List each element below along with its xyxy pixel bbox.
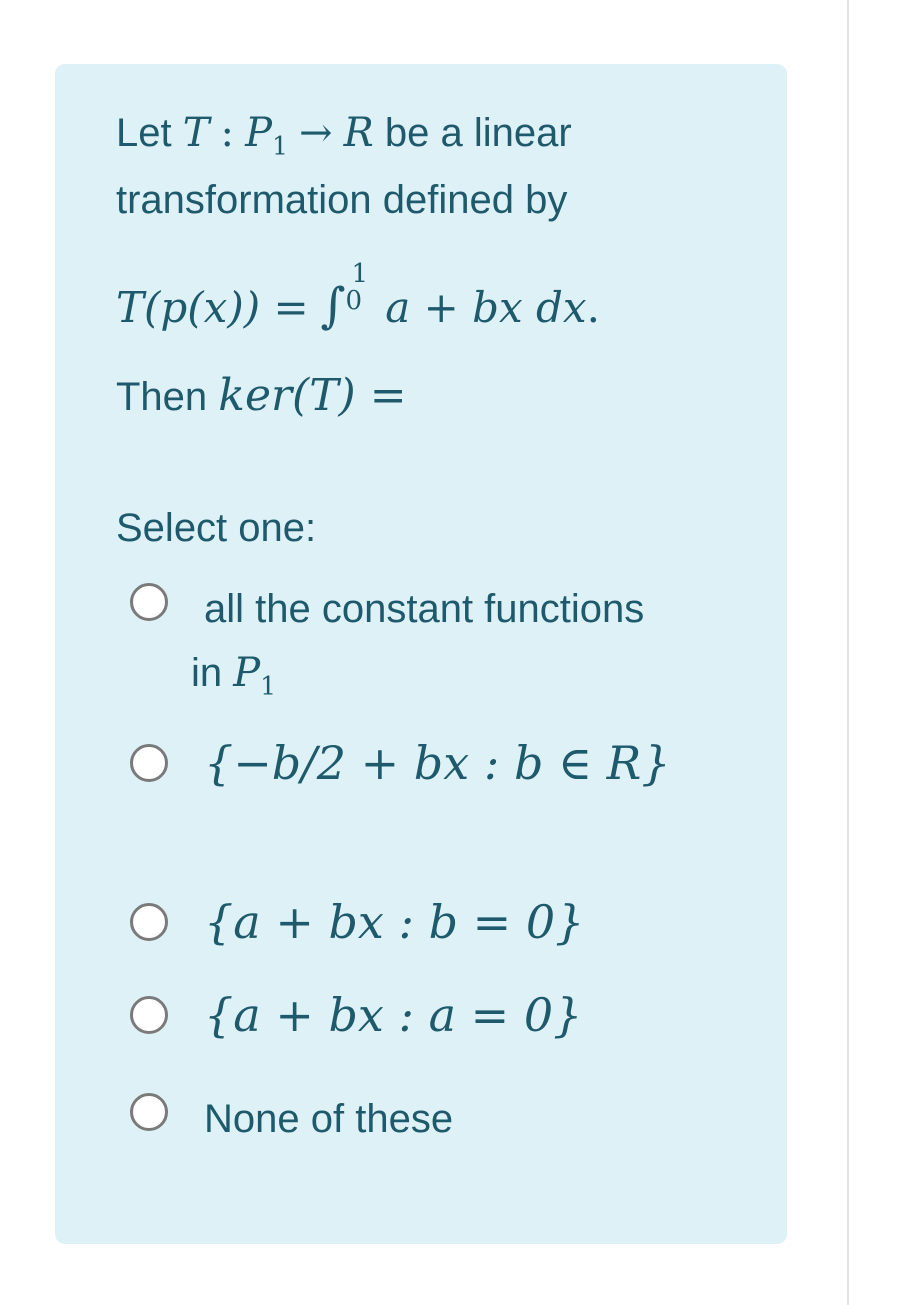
formula-lhs: T(p(x)) = [116,283,309,332]
question-text-rest: be a linear [384,111,572,155]
integral-upper-limit: 1 [351,259,369,290]
question-card [55,64,787,1244]
integral-lower-limit: 0 [345,286,363,317]
option-set-b-equals-0[interactable] [130,895,750,951]
question-word-let: Let [116,111,172,155]
option-label-line-1: all the constant functions [204,587,645,631]
option-label: {a + bx : b = 0} [204,895,585,949]
integrand: a + bx dx [385,283,587,332]
math-arrow: → [298,110,333,156]
question-line-1 [116,110,572,161]
formula-period: . [586,283,600,332]
question-formula [116,259,600,334]
radio-button[interactable] [130,903,168,941]
question-word-then: Then [116,375,208,419]
option-set-b-over-2[interactable] [130,736,750,792]
option-label: None of these [204,1097,454,1141]
math-ker-T: ker(T) = [218,370,407,421]
question-line-2: transformation defined by [116,178,568,222]
question-line-4 [116,370,407,421]
math-P1: $P_1$ [245,110,288,161]
option-constant-functions[interactable] [130,583,750,701]
integral-sign: ∫ [320,278,346,334]
radio-button[interactable] [130,583,168,621]
option-label: {a + bx : a = 0} [204,988,583,1042]
page-divider [847,0,849,1305]
math-T: T [182,110,210,156]
radio-button[interactable] [130,744,168,782]
math-colon: : [220,110,235,156]
radio-button[interactable] [130,996,168,1034]
option-label-line-2: in $P_1$ [191,650,276,701]
option-none-of-these[interactable] [130,1093,750,1141]
math-R: R [343,110,374,156]
radio-button[interactable] [130,1093,168,1131]
math-P1: $P_1$ [233,650,276,701]
option-label: {−b/2 + bx : b ∈ R} [204,736,671,790]
select-one-label: Select one: [116,506,317,550]
integral-limits [345,259,374,322]
option-set-a-equals-0[interactable] [130,988,750,1044]
